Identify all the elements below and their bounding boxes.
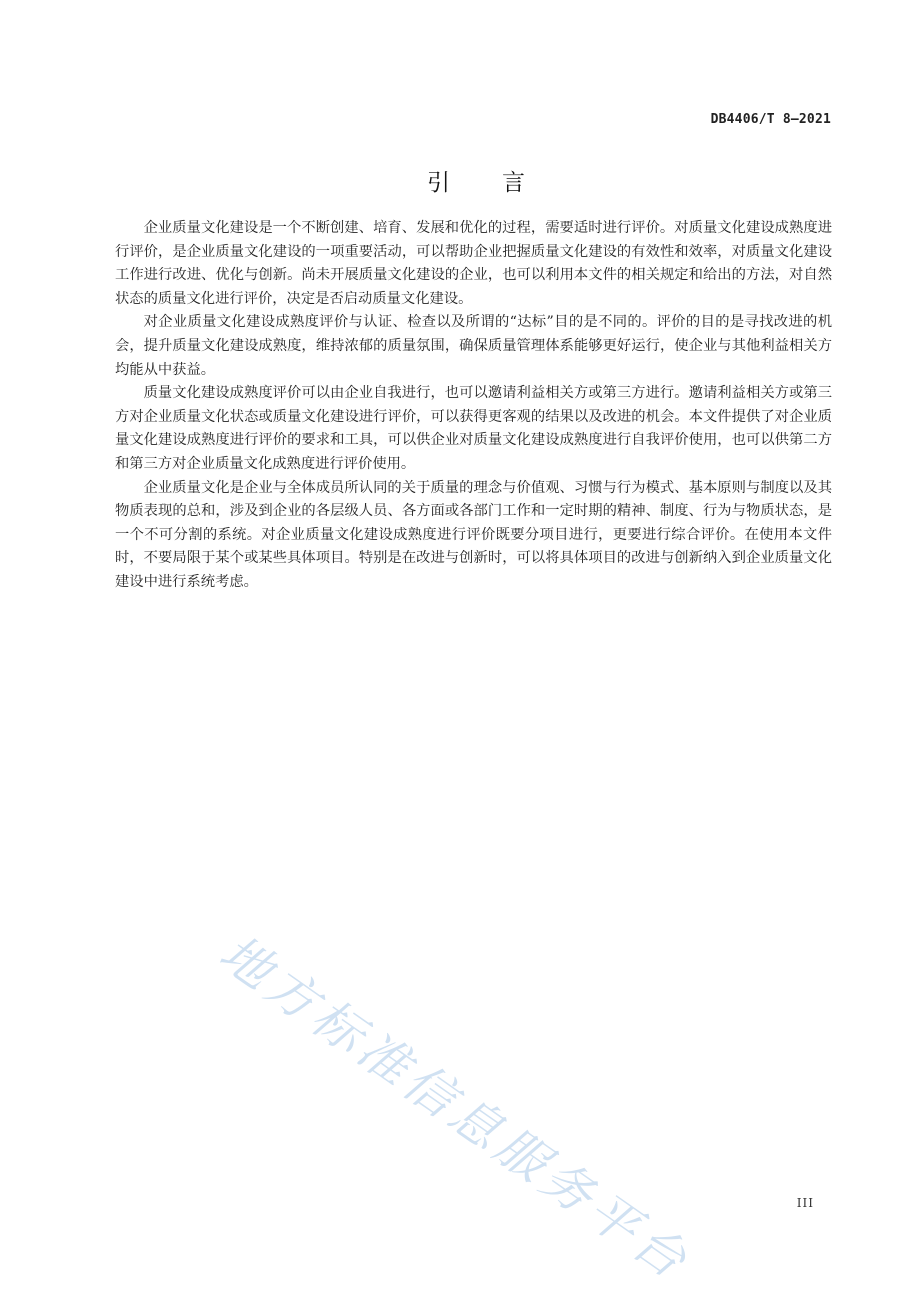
watermark-text: 地方标准信息服务平台 (209, 923, 702, 1293)
page-number: III (796, 1196, 814, 1210)
paragraph-2: 对企业质量文化建设成熟度评价与认证、检查以及所谓的“达标”目的是不同的。评价的目的是寻找改进的机会，提升质量文化建设成熟度，维持浓郁的质量氛围，确保质量管理体系能够更好运行，使企业与其他利益相关方均能从中获益。 (115, 314, 832, 378)
section-title: 引言 (427, 170, 577, 196)
paragraph-3: 质量文化建设成熟度评价可以由企业自我进行，也可以邀请利益相关方或第三方进行。邀请利益相关方或第三方对企业质量文化状态或质量文化建设进行评价，可以获得更客观的结果以及改进的机会。本文件提供了对企业质量文化建设成熟度进行评价的要求和工具，可以供企业对质量文化建设成熟度进行自我评价使用，也可以供第二方和第三方对企业质量文化成熟度进行评价使用。 (115, 385, 832, 472)
paragraph-4: 企业质量文化是企业与全体成员所认同的关于质量的理念与价值观、习惯与行为模式、基本原则与制度以及其物质表现的总和，涉及到企业的各层级人员、各方面或各部门工作和一定时期的精神、制度、行为与物质状态，是一个不可分割的系统。对企业质量文化建设成熟度进行评价既要分项目进行，更要进行综合评价。在使用本文件时，不要局限于某个或某些具体项目。特别是在改进与创新时，可以将具体项目的改进与创新纳入到企业质量文化建设中进行系统考虑。 (115, 479, 832, 590)
body-text (115, 217, 832, 595)
paragraph-1: 企业质量文化建设是一个不断创建、培育、发展和优化的过程，需要适时进行评价。对质量文化建设成熟度进行评价，是企业质量文化建设的一项重要活动，可以帮助企业把握质量文化建设的有效性和效率，对质量文化建设工作进行改进、优化与创新。尚未开展质量文化建设的企业，也可以利用本文件的相关规定和给出的方法，对自然状态的质量文化进行评价，决定是否启动质量文化建设。 (115, 220, 832, 307)
document-code: DB4406/T 8—2021 (710, 112, 831, 127)
